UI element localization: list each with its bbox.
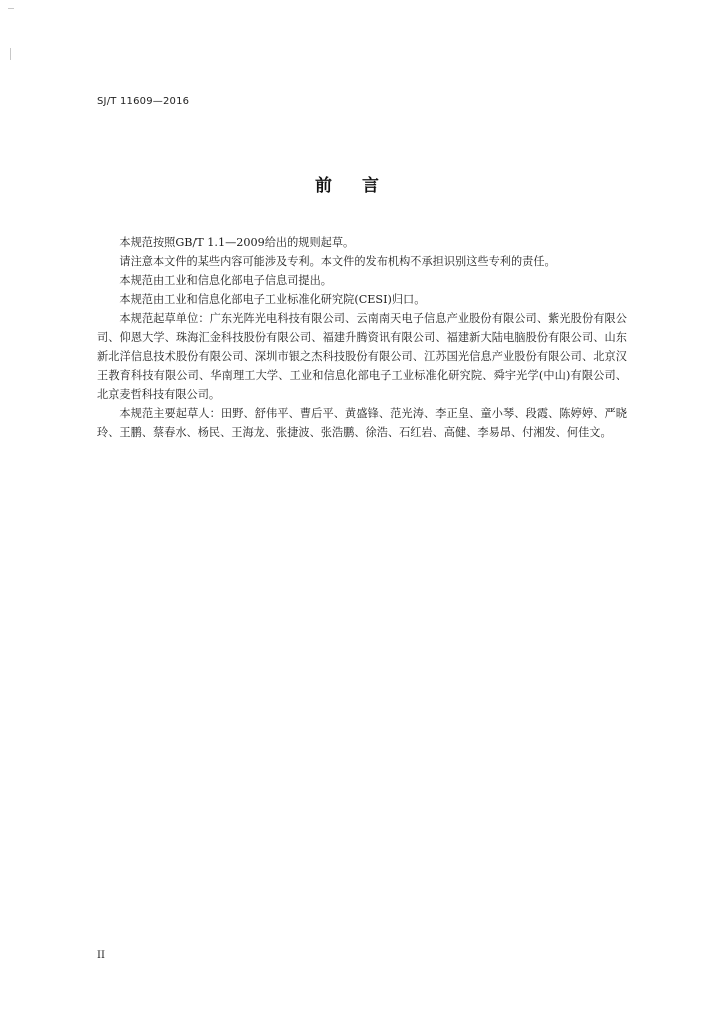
scan-edge-mark [8,8,14,9]
paragraph-patent-notice: 请注意本文件的某些内容可能涉及专利。本文件的发布机构不承担识别这些专利的责任。 [119,255,556,268]
scan-edge-mark [10,48,11,60]
paragraph-proposer: 本规范由工业和信息化部电子信息司提出。 [119,274,332,287]
page-number: II [97,950,105,961]
page-title: 前言 [315,176,409,196]
paragraph-drafters: 本规范主要起草人：田野、舒伟平、曹后平、黄盛锋、范光涛、李正皇、童小琴、段霞、陈婷婷、严晓玲、王鹏、蔡春水、杨民、王海龙、张捷波、张浩鹏、徐浩、石红岩、高健、李易昂、付湘发、何佳文。 [97,407,627,439]
paragraph-responsible-body: 本规范由工业和信息化部电子工业标准化研究院(CESI)归口。 [119,293,426,306]
standard-code: SJ/T 11609—2016 [97,96,190,107]
foreword-body [97,233,627,442]
paragraph-drafting-organizations: 本规范起草单位：广东光阵光电科技有限公司、云南南天电子信息产业股份有限公司、紫光股份有限公司、仰恩大学、珠海汇金科技股份有限公司、福建升腾资讯有限公司、福建新大陆电脑股份有限公司、山东新北洋信息技术股份有限公司、深圳市银之杰科技股份有限公司、江苏国光信息产业股份有限公司、北京汉王教育科技有限公司、华南理工大学、工业和信息化部电子工业标准化研究院、舜宇光学(中山)有限公司、北京麦哲科技有限公司。 [97,312,627,401]
paragraph-drafting-rules: 本规范按照GB/T 1.1—2009给出的规则起草。 [119,236,355,249]
